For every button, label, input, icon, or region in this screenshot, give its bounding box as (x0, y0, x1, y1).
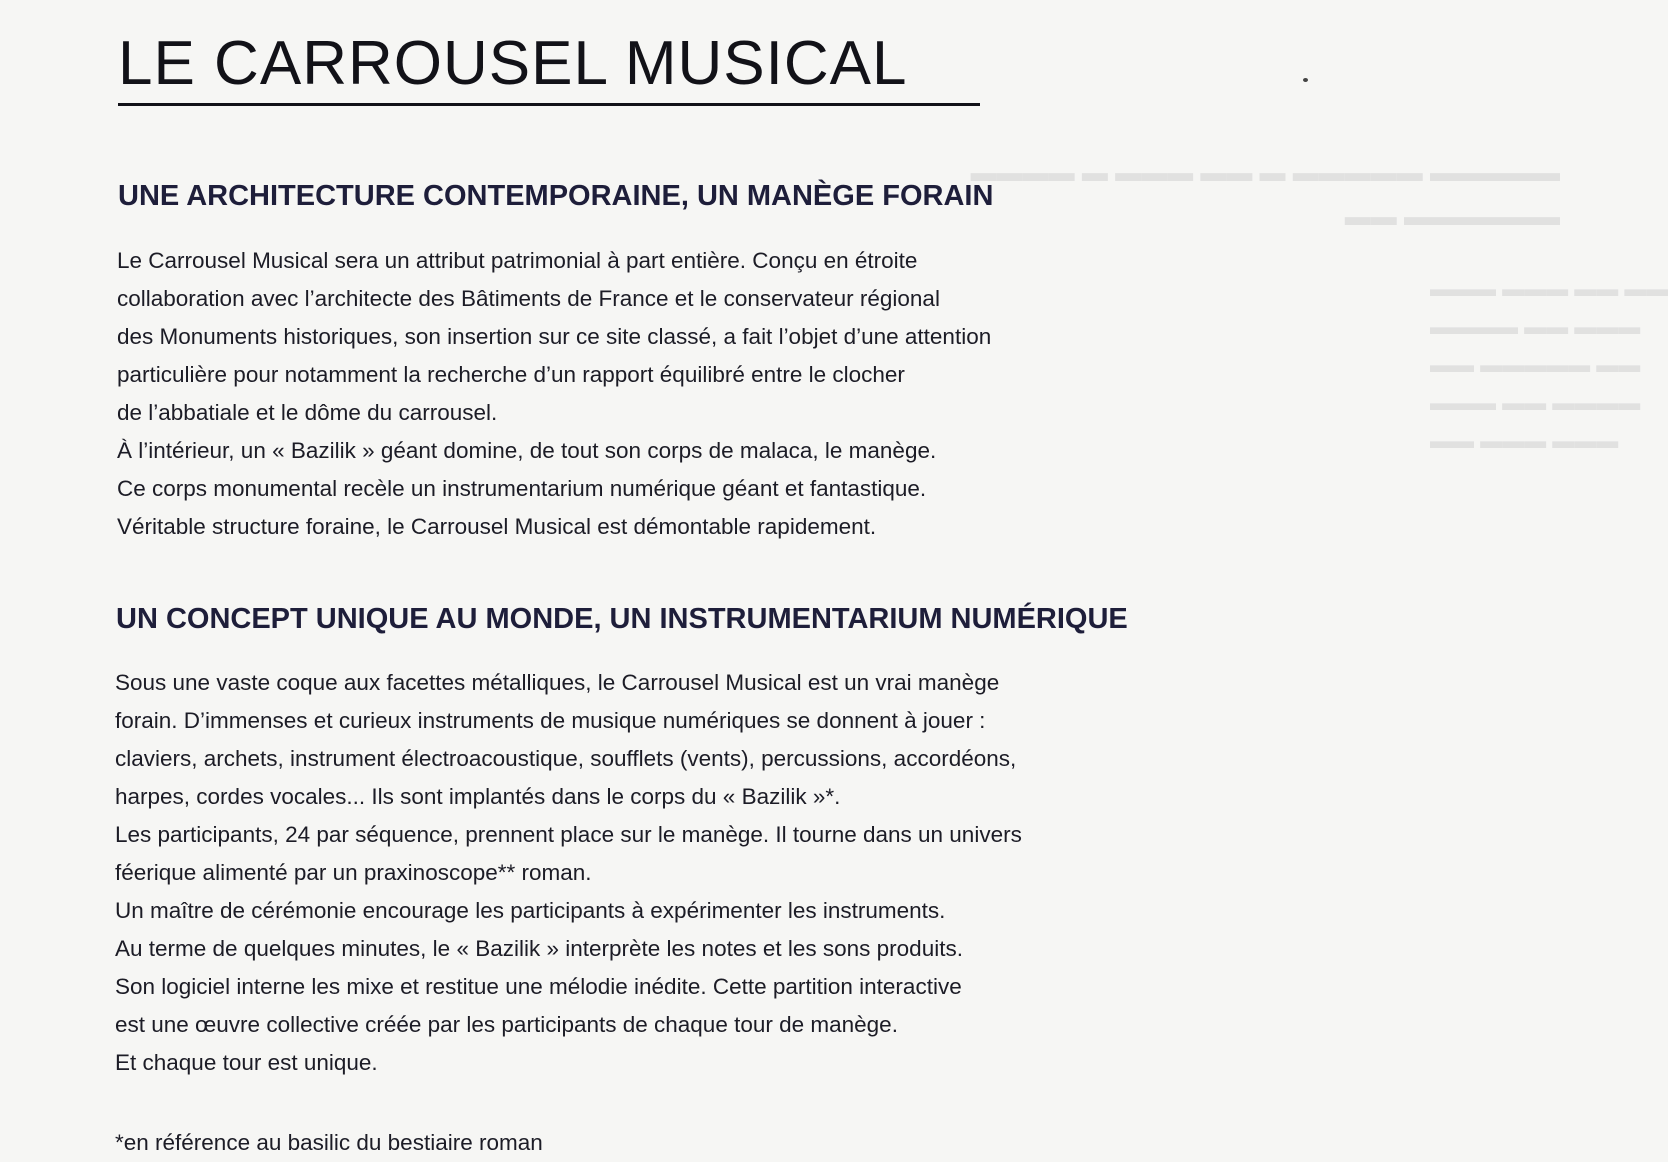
show-through-line: ▬▬▬▬ ▬ ▬▬▬ ▬▬ ▬ ▬▬▬▬▬ ▬▬▬▬▬ (970, 157, 1560, 187)
show-through-line: ▬▬▬ ▬▬▬ ▬▬ ▬▬ (1430, 276, 1668, 301)
footnote: *en référence au basilic du bestiaire roman (115, 1130, 543, 1155)
text-line: À l’intérieur, un « Bazilik » géant domine, de tout son corps de malaca, le manège. (117, 438, 937, 463)
text-line: Le Carrousel Musical sera un attribut patrimonial à part entière. Conçu en étroite (117, 248, 918, 273)
text-line: de l’abbatiale et le dôme du carrousel. (117, 400, 498, 425)
section-heading-architecture: UNE ARCHITECTURE CONTEMPORAINE, UN MANÈGE FORAIN (118, 180, 994, 212)
section-body-architecture (117, 242, 991, 546)
show-through-heading (971, 150, 1560, 238)
text-line: forain. D’immenses et curieux instruments de musique numériques se donnent à jouer : (115, 708, 986, 733)
show-through-line: ▬▬▬ ▬▬ ▬▬▬▬ (1430, 390, 1641, 415)
text-line: Son logiciel interne les mixe et restitue une mélodie inédite. Cette partition interactive (115, 974, 962, 999)
text-line: Sous une vaste coque aux facettes métalliques, le Carrousel Musical est un vrai manège (115, 670, 1000, 695)
text-line: Et chaque tour est unique. (115, 1050, 378, 1075)
show-through-line: ▬▬ ▬▬▬ ▬▬▬ (1430, 428, 1619, 453)
title-underline (118, 103, 980, 106)
paper-speck (1303, 78, 1308, 82)
text-line: Véritable structure foraine, le Carrousel Musical est démontable rapidement. (117, 514, 877, 539)
text-line: Ce corps monumental recèle un instrumentarium numérique géant et fantastique. (117, 476, 927, 501)
show-through-line: ▬▬ ▬▬▬▬▬▬ (1344, 201, 1560, 231)
show-through-line: ▬▬ ▬▬▬▬▬ ▬▬ (1430, 352, 1641, 377)
text-line: claviers, archets, instrument électroacoustique, soufflets (vents), percussions, accordéons, (115, 746, 1017, 771)
show-through-body (1430, 270, 1668, 460)
text-line: féerique alimenté par un praxinoscope** roman. (115, 860, 592, 885)
text-line: collaboration avec l’architecte des Bâtiments de France et le conservateur régional (117, 286, 940, 311)
show-through-line: ▬▬▬▬ ▬▬ ▬▬▬ (1430, 314, 1641, 339)
text-line: Un maître de cérémonie encourage les participants à expérimenter les instruments. (115, 898, 946, 923)
section-heading-concept: UN CONCEPT UNIQUE AU MONDE, UN INSTRUMENTARIUM NUMÉRIQUE (116, 603, 1128, 635)
text-line: est une œuvre collective créée par les participants de chaque tour de manège. (115, 1012, 898, 1037)
text-line: particulière pour notamment la recherche d’un rapport équilibré entre le clocher (117, 362, 905, 387)
section-body-concept (115, 664, 1022, 1082)
text-line: Au terme de quelques minutes, le « Bazilik » interprète les notes et les sons produits. (115, 936, 963, 961)
text-line: des Monuments historiques, son insertion sur ce site classé, a fait l’objet d’une attention (117, 324, 992, 349)
text-line: harpes, cordes vocales... Ils sont implantés dans le corps du « Bazilik »*. (115, 784, 841, 809)
text-line: Les participants, 24 par séquence, prennent place sur le manège. Il tourne dans un univers (115, 822, 1022, 847)
page-title: LE CARROUSEL MUSICAL (118, 29, 908, 98)
